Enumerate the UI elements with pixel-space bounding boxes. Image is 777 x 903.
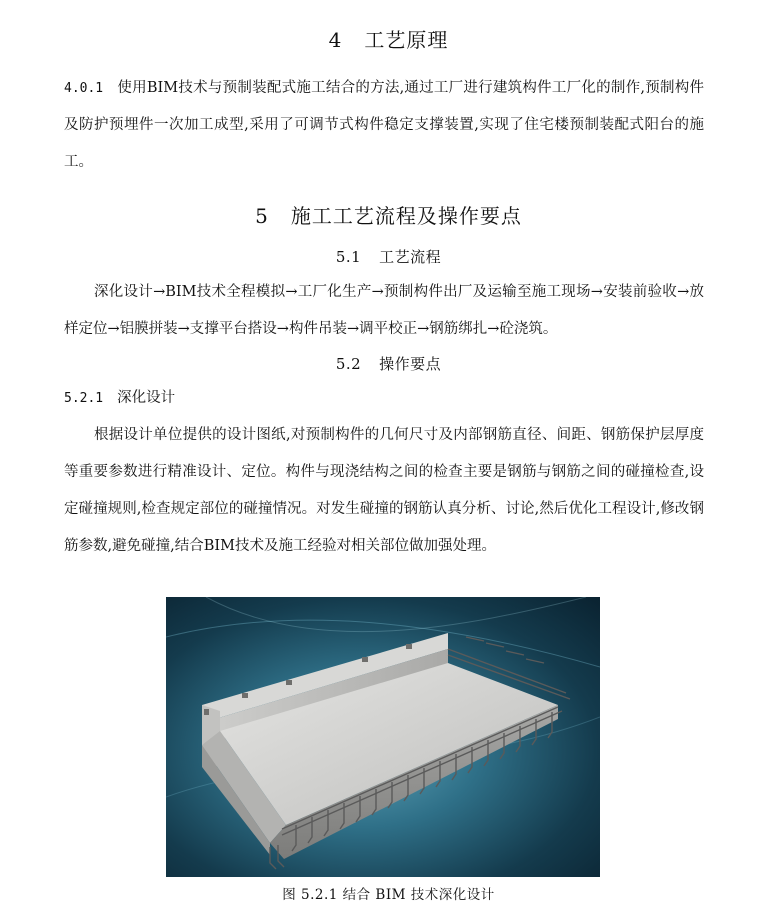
figure-caption: 图 5.2.1 结合 BIM 技术深化设计	[282, 887, 495, 903]
subsection-5-1-heading	[0, 246, 777, 267]
section-4-number: 4	[328, 28, 343, 52]
paragraph-4-0-1-text: 使用BIM技术与预制装配式施工结合的方法,通过工厂进行建筑构件工厂化的制作,预制构件及防护预埋件一次加工成型,采用了可调节式构件稳定支撑装置,实现了住宅楼预制装配式阳台的施工。	[64, 80, 704, 170]
subsection-5-1-title: 工艺流程	[379, 248, 442, 266]
subsection-5-2-1-number: 5.2.1	[64, 391, 104, 406]
paragraph-4-0-1-number: 4.0.1	[64, 81, 104, 96]
section-5-number: 5	[255, 204, 269, 228]
paragraph-4-0-1	[64, 70, 704, 181]
subsection-5-1-number: 5.1	[335, 248, 362, 266]
subsection-5-2-1-heading	[64, 380, 704, 417]
subsection-5-2-heading	[0, 353, 777, 374]
subsection-5-2-title: 操作要点	[379, 355, 442, 373]
subsection-5-2-number: 5.2	[335, 355, 362, 373]
section-4-title: 工艺原理	[364, 28, 449, 52]
section-5-title: 施工工艺流程及操作要点	[290, 204, 522, 228]
section-5-heading	[0, 200, 777, 229]
section-4-heading	[0, 24, 777, 53]
deepening-design-paragraph: 根据设计单位提供的设计图纸,对预制构件的几何尺寸及内部钢筋直径、间距、钢筋保护层厚度等重要参数进行精准设计、定位。构件与现浇结构之间的检查主要是钢筋与钢筋之间的碰撞检查,设定碰撞规则,检查规定部位的碰撞情况。对发生碰撞的钢筋认真分析、讨论,然后优化工程设计,修改钢筋参数,避免碰撞,结合BIM技术及施工经验对相关部位做加强处理。	[64, 427, 704, 554]
precast-balcony-illustration	[166, 597, 600, 877]
process-flow-paragraph: 深化设计→BIM技术全程模拟→工厂化生产→预制构件出厂及运输至施工现场→安装前验收→放样定位→铝膜拼装→支撑平台搭设→构件吊装→调平校正→钢筋绑扎→砼浇筑。	[64, 284, 704, 337]
bim-model-figure	[166, 597, 600, 877]
subsection-5-2-1-title: 深化设计	[117, 390, 176, 406]
